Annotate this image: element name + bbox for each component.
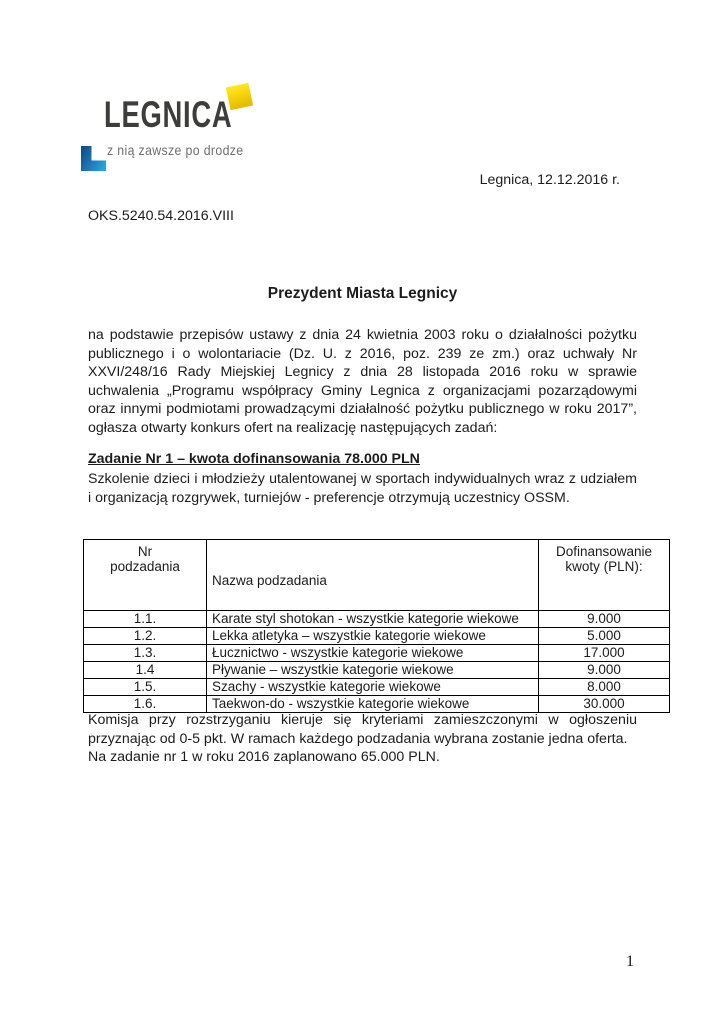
cell-amount: 9.000 bbox=[539, 662, 670, 679]
cell-amount: 9.000 bbox=[539, 611, 670, 628]
document-title: Prezydent Miasta Legnicy bbox=[267, 285, 458, 302]
cell-nr: 1.6. bbox=[84, 696, 207, 713]
cell-nr: 1.1. bbox=[84, 611, 207, 628]
table-row bbox=[84, 662, 670, 679]
cell-nr: 1.4 bbox=[84, 662, 207, 679]
column-header-name: Nazwa podzadania bbox=[207, 540, 539, 611]
cell-name: Pływanie – wszystkie kategorie wiekowe bbox=[207, 662, 539, 679]
cell-name: Łucznictwo - wszystkie kategorie wiekowe bbox=[207, 645, 539, 662]
planned-amount-line: Na zadanie nr 1 w roku 2016 zaplanowano 65.000 PLN. bbox=[88, 749, 440, 766]
logo-l-icon bbox=[81, 146, 106, 171]
intro-paragraph: na podstawie przepisów ustawy z dnia 24 kwietnia 2003 roku o działalności pożytku publicznego i o wolontariacie (Dz. U. z 2016, poz. 239 ze zm.) oraz uchwały Nr XXVI/248/16 Rady Miejskiej Legnicy z dnia 28 listopada 2016 roku w sprawie uchwalenia „Programu współpracy Gminy Legnica z organizacjami pozarządowymi oraz innymi podmiotami prowadzącymi działalność pożytku publicznego w roku 2017”, ogłasza otwarty konkurs ofert na realizację następujących zadań: bbox=[88, 327, 637, 436]
cell-name: Karate styl shotokan - wszystkie kategorie wiekowe bbox=[207, 611, 539, 628]
cell-name: Szachy - wszystkie kategorie wiekowe bbox=[207, 679, 539, 696]
table-row bbox=[84, 679, 670, 696]
logo-wordmark: LEGNICA bbox=[104, 94, 233, 135]
page-number: 1 bbox=[626, 953, 634, 970]
table-row bbox=[84, 696, 670, 713]
task1-description: Szkolenie dzieci i młodzieży utalentowanej w sportach indywidualnych wraz z udziałem i organizacją rozgrywek, turniejów - preferencje otrzymują uczestnicy OSSM. bbox=[88, 471, 637, 506]
reference-number: OKS.5240.54.2016.VIII bbox=[88, 208, 234, 224]
closing-block bbox=[88, 711, 637, 767]
column-header-nr: Nr podzadania bbox=[84, 540, 207, 611]
cell-nr: 1.2. bbox=[84, 628, 207, 645]
column-header-amount: Dofinansowanie kwoty (PLN): bbox=[539, 540, 670, 611]
logo-tagline: z nią zawsze po drodze bbox=[107, 142, 244, 158]
table-header-row bbox=[84, 540, 670, 611]
cell-amount: 8.000 bbox=[539, 679, 670, 696]
cell-amount: 5.000 bbox=[539, 628, 670, 645]
date-line: Legnica, 12.12.2016 r. bbox=[479, 172, 620, 188]
cell-nr: 1.5. bbox=[84, 679, 207, 696]
table-row bbox=[84, 645, 670, 662]
cell-name: Taekwon-do - wszystkie kategorie wiekowe bbox=[207, 696, 539, 713]
task1-heading: Zadanie Nr 1 – kwota dofinansowania 78.000 PLN bbox=[88, 451, 420, 467]
grants-table bbox=[83, 539, 670, 713]
cell-name: Lekka atletyka – wszystkie kategorie wiekowe bbox=[207, 628, 539, 645]
table-row bbox=[84, 628, 670, 645]
criteria-paragraph: Komisja przy rozstrzyganiu kieruje się kryteriami zamieszczonymi w ogłoszeniu przyznając od 0-5 pkt. W ramach każdego podzadania wybrana zostanie jedna oferta. bbox=[88, 712, 637, 747]
cell-amount: 30.000 bbox=[539, 696, 670, 713]
cell-nr: 1.3. bbox=[84, 645, 207, 662]
table-row bbox=[84, 611, 670, 628]
cell-amount: 17.000 bbox=[539, 645, 670, 662]
